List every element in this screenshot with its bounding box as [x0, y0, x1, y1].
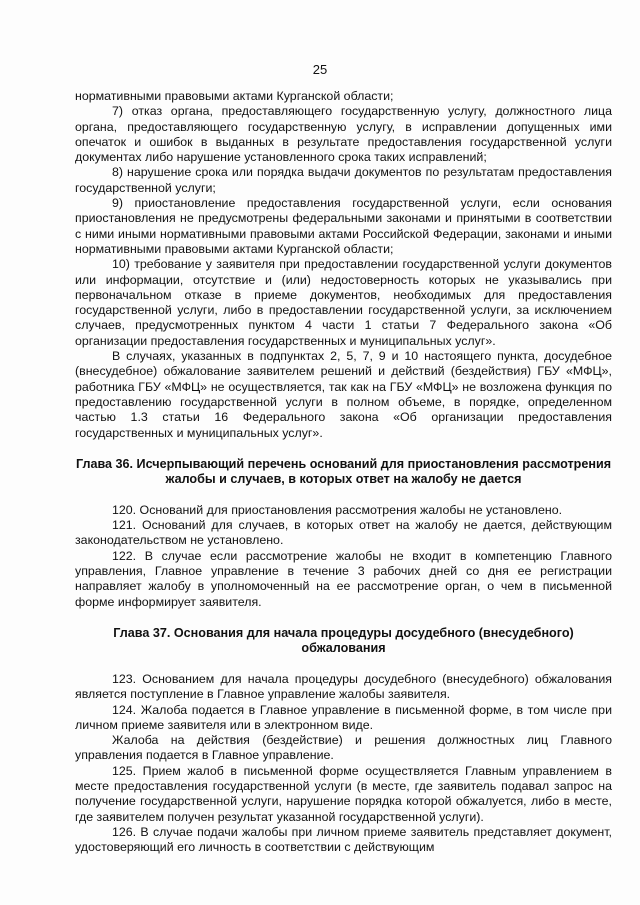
paragraph: 7) отказ органа, предоставляющего государственную услугу, должностного лица органа, предоставляющего государственную услугу, в исправлении допущенных ими опечаток и ошибок в выданных в результате предоставления государственной услуги документах либо нарушение установленного срока таких исправлений; [75, 104, 612, 165]
paragraph: Жалоба на действия (бездействие) и решения должностных лиц Главного управления подается в Главное управление. [75, 733, 612, 763]
paragraph: В случаях, указанных в подпунктах 2, 5, 7, 9 и 10 настоящего пункта, досудебное (внесудебное) обжалование заявителем решений и действий (бездействия) ГБУ «МФЦ», работника ГБУ «МФЦ» не осуществляется, так как на ГБУ «МФЦ» не возложена функция по предоставлению государственной услуги в полном объеме, в порядке, определенном частью 1.3 статьи 16 Федерального закона «Об организации предоставления государственных и муниципальных услуг». [75, 349, 612, 440]
paragraph: 120. Оснований для приостановления рассмотрения жалобы не установлено. [112, 502, 563, 517]
paragraph: 122. В случае если рассмотрение жалобы не входит в компетенцию Главного управления, Главное управление в течение 3 рабочих дней со дня ее регистрации направляет жалобу в уполномоченный на ее рассмотрение орган, о чем в письменной форме информирует заявителя. [75, 548, 612, 609]
chapter-37-heading: Глава 37. Основания для начала процедуры досудебного (внесудебного) обжалования [113, 625, 574, 656]
paragraph: 10) требование у заявителя при предоставлении государственной услуги документов или информации, отсутствие и (или) недостоверность которых не указывались при первоначальном отказе в приеме документов, необходимых для предоставления государственной услуги, либо в предоставлении государственной услуги, за исключением случаев, предусмотренных пунктом 4 части 1 статьи 7 Федерального закона «Об организации предоставления государственных и муниципальных услуг». [75, 257, 612, 348]
paragraph: нормативными правовыми актами Курганской области; [75, 89, 394, 103]
paragraph: 125. Прием жалоб в письменной форме осуществляется Главным управлением в месте предоставления государственной услуги (в месте, где заявитель подавал запрос на получение государственной услуги, нарушение порядка которой обжалуется, либо в месте, где заявителем получен результат указанной государственной услуги). [75, 763, 612, 824]
chapter-36-heading: Глава 36. Исчерпывающий перечень оснований для приостановления рассмотрения жалобы и случаев, в которых ответ на жалобу не дается [75, 456, 612, 487]
document-body [75, 89, 612, 855]
paragraph: 9) приостановление предоставления государственной услуги, если основания приостановления не предусмотрены федеральными законами и принятыми в соответствии с ними иными нормативными правовыми актами Российской Федерации, законами и иными нормативными правовыми актами Курганской области; [75, 196, 612, 256]
page-number: 25 [312, 62, 328, 77]
paragraph: 8) нарушение срока или порядка выдачи документов по результатам предоставления государственной услуги; [75, 165, 612, 195]
paragraph: 124. Жалоба подается в Главное управление в письменной форме, в том числе при личном приеме заявителя или в электронном виде. [75, 702, 612, 732]
paragraph: 123. Основанием для начала процедуры досудебного (внесудебного) обжалования является поступление в Главное управление жалобы заявителя. [75, 671, 612, 702]
paragraph: 126. В случае подачи жалобы при личном приеме заявитель представляет документ, удостоверяющий его личность в соответствии с действующим [75, 824, 612, 855]
paragraph: 121. Оснований для случаев, в которых ответ на жалобу не дается, действующим законодательством не установлено. [75, 518, 612, 548]
